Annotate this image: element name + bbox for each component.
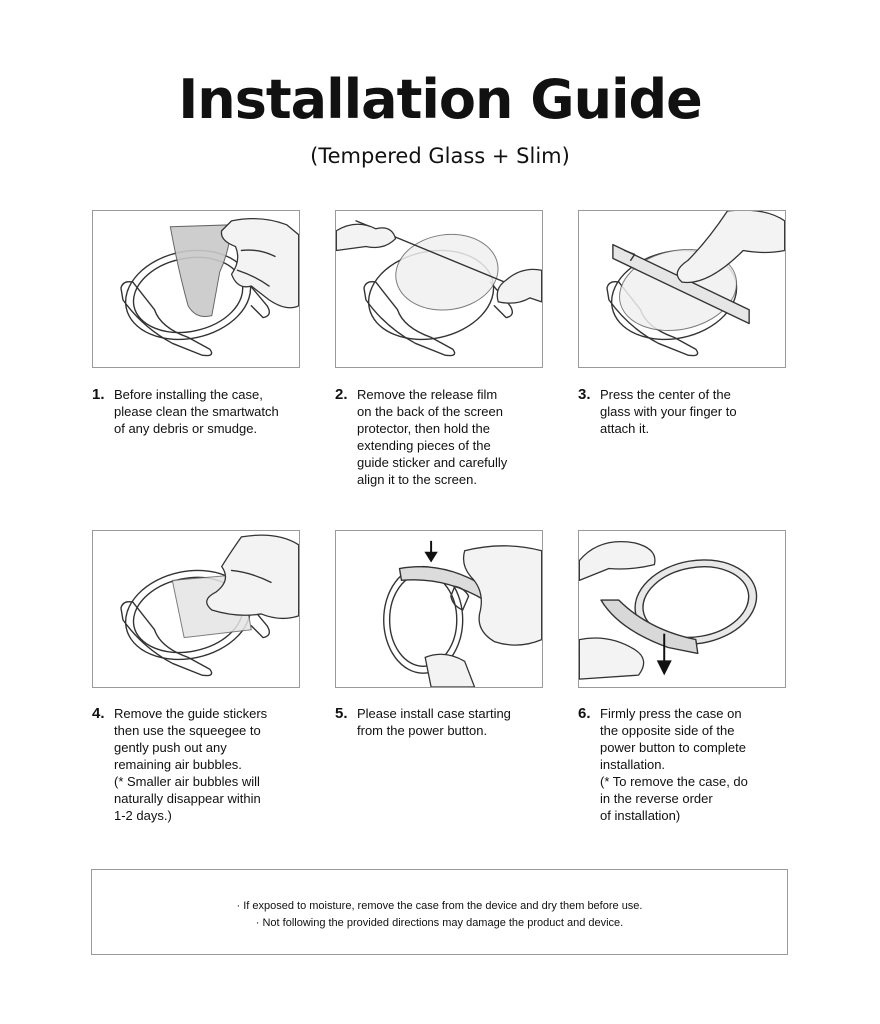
step-text: Remove the guide stickers then use the squeegee to gently push out any remaining air bubbles. (* Smaller air bubbles will naturally disappear within 1-2 days.)	[114, 706, 268, 823]
step-text: Remove the release film on the back of the screen protector, then hold the extending pieces of the guide sticker and carefully align it to the screen.	[357, 387, 508, 487]
step-text: Please install case starting from the power button.	[357, 706, 511, 738]
step-number: 2.	[335, 386, 348, 403]
cleaning-cloth-icon	[93, 211, 299, 367]
squeegee-icon	[93, 531, 299, 687]
step-number: 4.	[92, 705, 105, 722]
case-press-icon	[579, 531, 785, 687]
step-text: Before installing the case, please clean the smartwatch of any debris or smudge.	[114, 387, 279, 436]
page-subtitle: (Tempered Glass + Slim)	[310, 144, 570, 168]
step-text: Firmly press the case on the opposite side of the power button to complete installation. (* To remove the case, do in the reverse order of installation)	[600, 706, 748, 823]
glass-alignment-icon	[336, 211, 542, 367]
caution-note: · If exposed to moisture, remove the case from the device and dry them before use.	[236, 900, 643, 912]
step-text: Press the center of the glass with your finger to attach it.	[600, 387, 737, 436]
step-number: 1.	[92, 386, 105, 403]
illustration-step-3	[578, 210, 786, 368]
page-title: Installation Guide	[178, 68, 702, 131]
illustration-step-1	[92, 210, 300, 368]
step-number: 3.	[578, 386, 591, 403]
illustration-step-5	[335, 530, 543, 688]
case-install-icon	[336, 531, 542, 687]
caution-note: · Not following the provided directions may damage the product and device.	[255, 917, 624, 929]
illustration-step-4	[92, 530, 300, 688]
illustration-step-6	[578, 530, 786, 688]
step-number: 6.	[578, 705, 591, 722]
caution-notes-box	[91, 869, 788, 955]
finger-press-icon	[579, 211, 785, 367]
illustration-step-2	[335, 210, 543, 368]
step-number: 5.	[335, 705, 348, 722]
